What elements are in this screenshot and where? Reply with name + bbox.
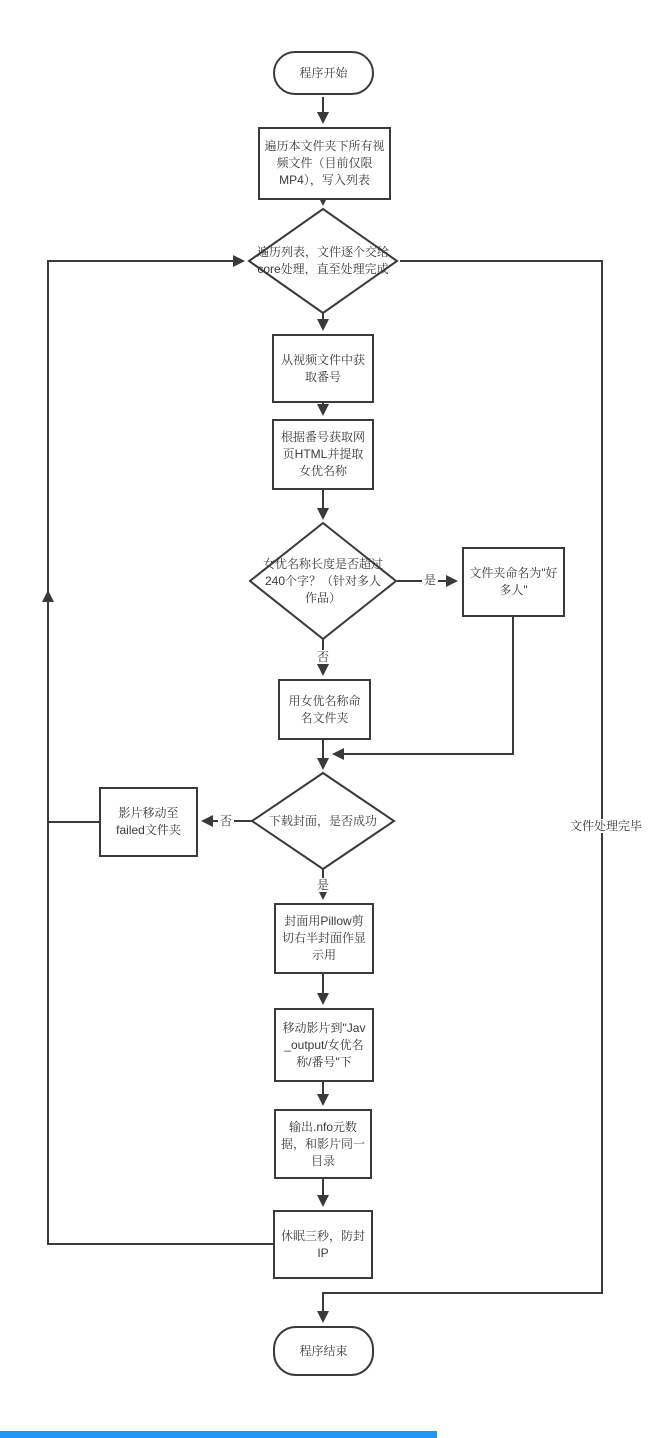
- edge-label-all-done: 文件处理完毕: [569, 819, 643, 833]
- node-get-code: 从视频文件中获取番号: [272, 334, 374, 403]
- edge-label-cover-no: 否: [219, 814, 233, 828]
- node-crop-cover: 封面用Pillow剪切右半封面作显示用: [274, 903, 374, 974]
- node-sleep: 休眠三秒，防封IP: [273, 1210, 373, 1279]
- node-start: 程序开始: [273, 51, 374, 95]
- edge-label-cover-yes: 是: [316, 878, 330, 892]
- decision-iterate-list-label: 遍历列表，文件逐个交给core处理，直至处理完成: [256, 245, 389, 276]
- edge-label-length-no: 否: [316, 650, 330, 664]
- edge-failed-loop-merge: [48, 592, 99, 822]
- node-move-video: 移动影片到"Jav_output/女优名称/番号"下: [274, 1008, 374, 1082]
- bottom-blue-bar: [0, 1431, 437, 1438]
- node-scan-files: 遍历本文件夹下所有视频文件（目前仅限MP4），写入列表: [258, 127, 391, 200]
- node-move-failed: 影片移动至failed文件夹: [99, 787, 198, 857]
- node-folder-actress: 用女优名称命名文件夹: [278, 679, 371, 740]
- edge-label-length-yes: 是: [423, 573, 437, 587]
- decision-name-length-label: 女优名称长度是否超过240个字？（针对多人作品）: [262, 556, 383, 605]
- decision-download-cover-label: 下载封面，是否成功: [268, 814, 377, 828]
- node-output-nfo: 输出.nfo元数据，和影片同一目录: [274, 1109, 372, 1179]
- node-end: 程序结束: [273, 1326, 374, 1376]
- node-fetch-html: 根据番号获取网页HTML并提取女优名称: [272, 419, 374, 490]
- edge-sleep-loop-to-iterate: [48, 261, 273, 1244]
- node-folder-many: 文件夹命名为"好多人": [462, 547, 565, 617]
